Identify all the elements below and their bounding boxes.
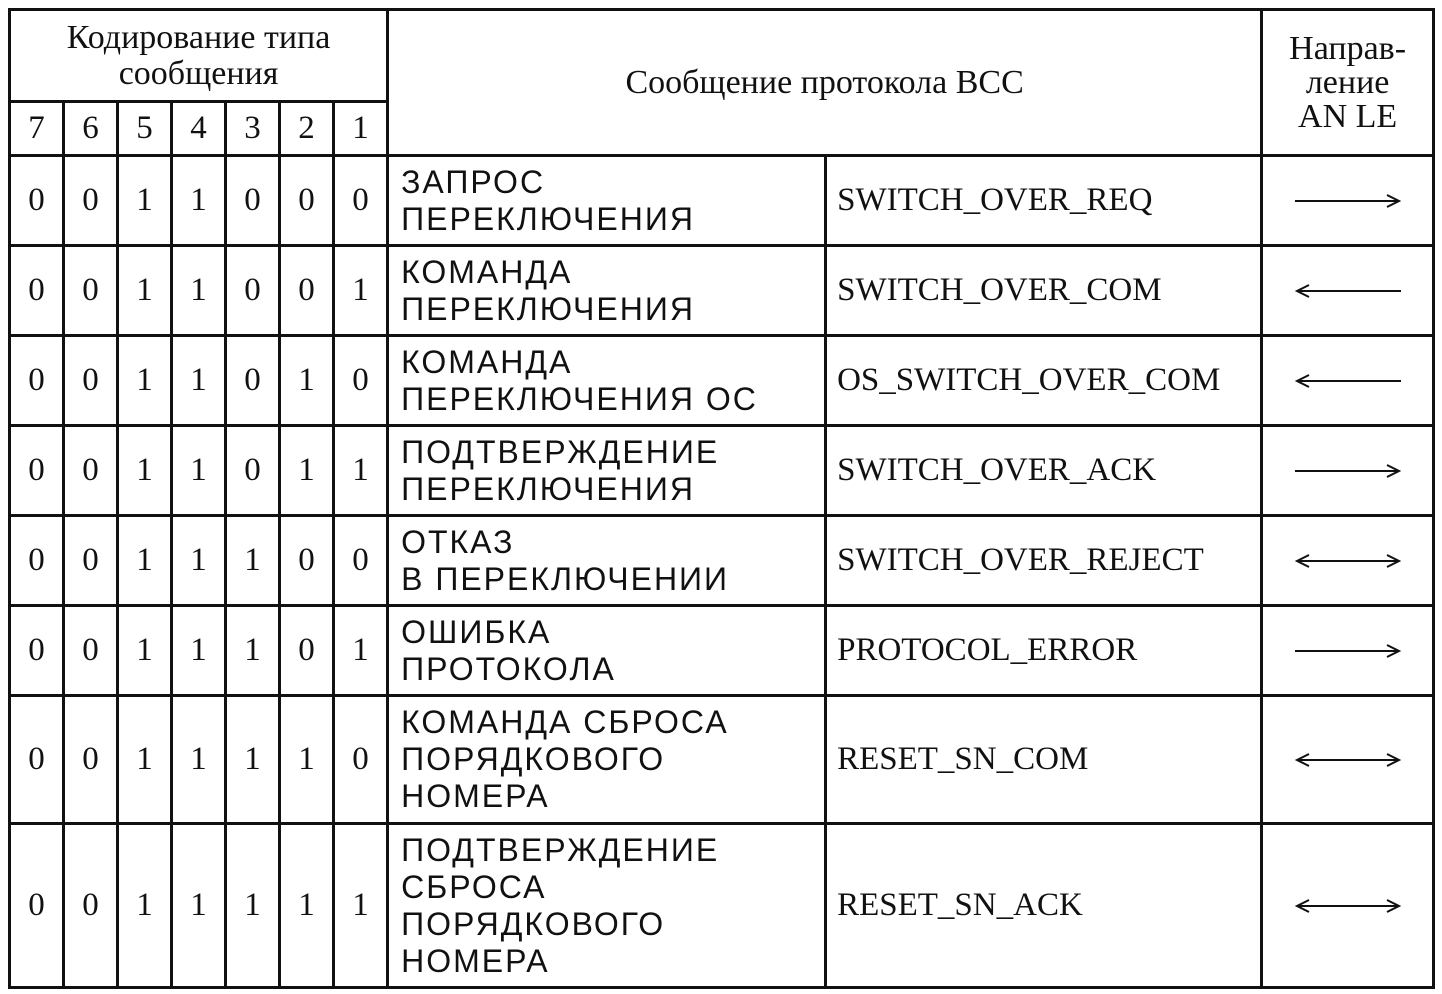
bit-cell: 0 <box>280 516 334 606</box>
direction-cell <box>1262 246 1434 336</box>
message-name-ru: КОМАНДА СБРОСА ПОРЯДКОВОГО НОМЕРА <box>388 696 826 824</box>
right-arrow-icon <box>1293 461 1403 481</box>
bit-header: 4 <box>172 102 226 156</box>
left-arrow-icon <box>1293 281 1403 301</box>
bit-cell: 1 <box>172 516 226 606</box>
double-arrow-icon <box>1293 896 1403 916</box>
bit-cell: 0 <box>64 516 118 606</box>
bit-cell: 1 <box>226 824 280 988</box>
bit-cell: 0 <box>10 156 64 246</box>
bit-cell: 1 <box>118 516 172 606</box>
table-row <box>10 696 1434 824</box>
bit-cell: 0 <box>10 426 64 516</box>
bit-cell: 1 <box>334 246 388 336</box>
message-name-en: RESET_SN_COM <box>826 696 1262 824</box>
header-row-top <box>10 10 1434 102</box>
bit-cell: 0 <box>280 246 334 336</box>
bit-cell: 1 <box>172 156 226 246</box>
left-arrow-icon <box>1293 371 1403 391</box>
bit-cell: 1 <box>280 336 334 426</box>
message-name-en: SWITCH_OVER_REJECT <box>826 516 1262 606</box>
bit-cell: 1 <box>226 606 280 696</box>
message-name-en: PROTOCOL_ERROR <box>826 606 1262 696</box>
bit-cell: 0 <box>64 824 118 988</box>
bit-cell: 1 <box>334 606 388 696</box>
bit-cell: 0 <box>280 606 334 696</box>
message-name-en: OS_SWITCH_OVER_COM <box>826 336 1262 426</box>
table-row <box>10 336 1434 426</box>
direction-header <box>1262 10 1434 156</box>
message-name-en: SWITCH_OVER_ACK <box>826 426 1262 516</box>
bit-cell: 0 <box>226 336 280 426</box>
bit-cell: 0 <box>10 606 64 696</box>
bit-header: 3 <box>226 102 280 156</box>
message-header: Сообщение протокола ВСС <box>388 10 1262 156</box>
bit-cell: 1 <box>118 336 172 426</box>
message-type-table <box>8 8 1435 989</box>
bit-cell: 0 <box>334 696 388 824</box>
direction-cell <box>1262 516 1434 606</box>
bit-cell: 0 <box>334 516 388 606</box>
message-name-ru: КОМАНДА ПЕРЕКЛЮЧЕНИЯ ОС <box>388 336 826 426</box>
bit-cell: 0 <box>10 516 64 606</box>
bit-cell: 0 <box>10 336 64 426</box>
bit-cell: 1 <box>280 824 334 988</box>
bit-cell: 1 <box>118 246 172 336</box>
message-name-en: SWITCH_OVER_REQ <box>826 156 1262 246</box>
right-arrow-icon <box>1293 641 1403 661</box>
bit-header: 6 <box>64 102 118 156</box>
bit-cell: 1 <box>172 426 226 516</box>
table-row <box>10 246 1434 336</box>
direction-label: Направ- ление AN LE <box>1289 29 1407 135</box>
bit-cell: 0 <box>334 336 388 426</box>
direction-cell <box>1262 824 1434 988</box>
bit-header: 2 <box>280 102 334 156</box>
bit-header: 5 <box>118 102 172 156</box>
table-row <box>10 156 1434 246</box>
bit-cell: 1 <box>226 696 280 824</box>
bit-cell: 0 <box>64 246 118 336</box>
bit-cell: 1 <box>172 824 226 988</box>
message-name-ru: ЗАПРОС ПЕРЕКЛЮЧЕНИЯ <box>388 156 826 246</box>
direction-cell <box>1262 606 1434 696</box>
direction-cell <box>1262 696 1434 824</box>
bit-cell: 0 <box>280 156 334 246</box>
bit-cell: 1 <box>172 336 226 426</box>
bit-cell: 0 <box>226 426 280 516</box>
bit-cell: 1 <box>118 156 172 246</box>
direction-cell <box>1262 156 1434 246</box>
right-arrow-icon <box>1293 191 1403 211</box>
bit-cell: 1 <box>172 696 226 824</box>
message-name-ru: ОШИБКА ПРОТОКОЛА <box>388 606 826 696</box>
message-name-en: SWITCH_OVER_COM <box>826 246 1262 336</box>
table-body <box>10 156 1434 988</box>
bit-cell: 1 <box>334 824 388 988</box>
bit-cell: 1 <box>172 246 226 336</box>
bit-cell: 0 <box>64 426 118 516</box>
encoding-group-label: Кодирование типа сообщения <box>66 18 331 92</box>
bit-cell: 0 <box>226 246 280 336</box>
table-row <box>10 824 1434 988</box>
bit-cell: 1 <box>118 426 172 516</box>
message-name-en: RESET_SN_ACK <box>826 824 1262 988</box>
message-name-ru: ОТКАЗ В ПЕРЕКЛЮЧЕНИИ <box>388 516 826 606</box>
bit-cell: 0 <box>10 246 64 336</box>
bit-cell: 0 <box>10 696 64 824</box>
bit-cell: 1 <box>118 606 172 696</box>
message-name-ru: ПОДТВЕРЖДЕНИЕ ПЕРЕКЛЮЧЕНИЯ <box>388 426 826 516</box>
bit-cell: 0 <box>64 336 118 426</box>
bit-cell: 1 <box>280 426 334 516</box>
bit-cell: 1 <box>334 426 388 516</box>
bit-cell: 0 <box>226 156 280 246</box>
bit-header: 7 <box>10 102 64 156</box>
bit-cell: 0 <box>334 156 388 246</box>
bit-cell: 1 <box>118 696 172 824</box>
message-name-ru: ПОДТВЕРЖДЕНИЕ СБРОСА ПОРЯДКОВОГО НОМЕРА <box>388 824 826 988</box>
encoding-group-header <box>10 10 388 102</box>
table-row <box>10 426 1434 516</box>
bit-cell: 1 <box>172 606 226 696</box>
bit-cell: 0 <box>10 824 64 988</box>
direction-cell <box>1262 336 1434 426</box>
message-name-ru: КОМАНДА ПЕРЕКЛЮЧЕНИЯ <box>388 246 826 336</box>
bit-cell: 1 <box>226 516 280 606</box>
table-row <box>10 606 1434 696</box>
double-arrow-icon <box>1293 750 1403 770</box>
direction-cell <box>1262 426 1434 516</box>
bit-cell: 0 <box>64 156 118 246</box>
bit-cell: 1 <box>118 824 172 988</box>
bit-header: 1 <box>334 102 388 156</box>
bit-cell: 0 <box>64 606 118 696</box>
bit-cell: 0 <box>64 696 118 824</box>
double-arrow-icon <box>1293 551 1403 571</box>
bit-cell: 1 <box>280 696 334 824</box>
table-row <box>10 516 1434 606</box>
